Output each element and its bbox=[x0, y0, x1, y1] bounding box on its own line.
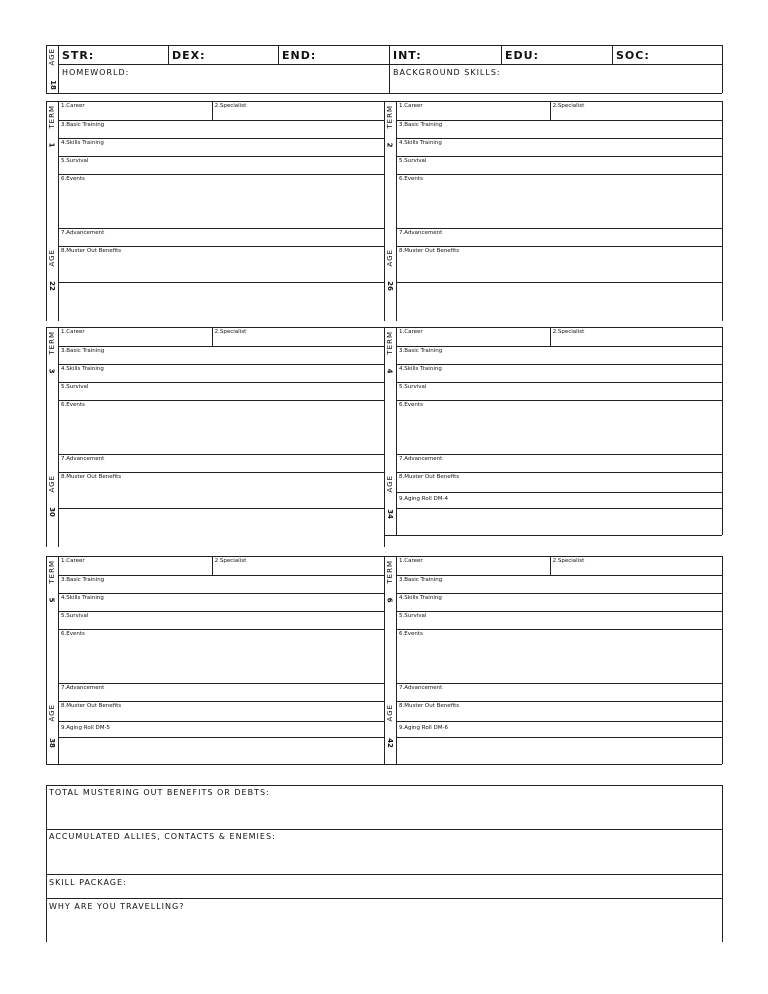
term-1-skills-training-field[interactable]: 4.Skills Training bbox=[61, 140, 104, 146]
stat-edu[interactable]: EDU: bbox=[505, 49, 539, 62]
term-5-age-value: 38 bbox=[47, 738, 56, 748]
term-6-age-value: 42 bbox=[385, 738, 394, 748]
allies-contacts-enemies-field[interactable]: ACCUMULATED ALLIES, CONTACTS & ENEMIES: bbox=[49, 832, 276, 841]
term-2-events-field[interactable]: 6.Events bbox=[399, 176, 423, 182]
stat-dex[interactable]: DEX: bbox=[172, 49, 206, 62]
stat-soc[interactable]: SOC: bbox=[616, 49, 650, 62]
term-6-age-label: AGE bbox=[386, 704, 394, 722]
term-6-basic-training-field[interactable]: 3.Basic Training bbox=[399, 577, 443, 583]
term-6-survival-field[interactable]: 5.Survival bbox=[399, 613, 427, 619]
term-3-survival-field[interactable]: 5.Survival bbox=[61, 384, 89, 390]
term-3-basic-training-field[interactable]: 3.Basic Training bbox=[61, 348, 105, 354]
term-1-career-field[interactable]: 1.Career bbox=[61, 103, 85, 109]
term-1-events-field[interactable]: 6.Events bbox=[61, 176, 85, 182]
term-1-label: TERM bbox=[48, 105, 56, 129]
term-5-skills-training-field[interactable]: 4.Skills Training bbox=[61, 595, 104, 601]
term-2-basic-training-field[interactable]: 3.Basic Training bbox=[399, 122, 443, 128]
term-5-age-label: AGE bbox=[48, 704, 56, 722]
term-3-age-label: AGE bbox=[48, 475, 56, 493]
age-value-header: 18 bbox=[48, 80, 57, 90]
term-5-muster-out-field[interactable]: 8.Muster Out Benefits bbox=[61, 703, 122, 709]
term-4-skills-training-field[interactable]: 4.Skills Training bbox=[399, 366, 442, 372]
term-6-label: TERM bbox=[386, 560, 394, 584]
total-benefits-field[interactable]: TOTAL MUSTERING OUT BENEFITS OR DEBTS: bbox=[49, 788, 270, 797]
term-4-muster-out-field[interactable]: 8.Muster Out Benefits bbox=[399, 474, 460, 480]
term-5-events-field[interactable]: 6.Events bbox=[61, 631, 85, 637]
term-6-career-field[interactable]: 1.Career bbox=[399, 558, 423, 564]
term-5-survival-field[interactable]: 5.Survival bbox=[61, 613, 89, 619]
term-1-survival-field[interactable]: 5.Survival bbox=[61, 158, 89, 164]
term-4-survival-field[interactable]: 5.Survival bbox=[399, 384, 427, 390]
term-2-advancement-field[interactable]: 7.Advancement bbox=[399, 230, 443, 236]
term-1-age-label: AGE bbox=[48, 249, 56, 267]
term-4-events-field[interactable]: 6.Events bbox=[399, 402, 423, 408]
term-2-label: TERM bbox=[386, 105, 394, 129]
homeworld-field[interactable]: HOMEWORLD: bbox=[62, 68, 130, 77]
term-5-number: 5 bbox=[47, 597, 56, 603]
term-3-advancement-field[interactable]: 7.Advancement bbox=[61, 456, 105, 462]
term-4-age-label: AGE bbox=[386, 475, 394, 493]
term-3-muster-out-field[interactable]: 8.Muster Out Benefits bbox=[61, 474, 122, 480]
term-5-specialist-field[interactable]: 2.Specialist bbox=[214, 558, 247, 564]
term-6-events-field[interactable]: 6.Events bbox=[399, 631, 423, 637]
term-1-advancement-field[interactable]: 7.Advancement bbox=[61, 230, 105, 236]
term-5-aging-roll-field[interactable]: 9.Aging Roll DM-5 bbox=[61, 725, 110, 731]
stat-end[interactable]: END: bbox=[282, 49, 317, 62]
term-1-age-value: 22 bbox=[47, 281, 56, 291]
term-4-advancement-field[interactable]: 7.Advancement bbox=[399, 456, 443, 462]
term-5-career-field[interactable]: 1.Career bbox=[61, 558, 85, 564]
term-4-aging-roll-field[interactable]: 9.Aging Roll DM-4 bbox=[399, 496, 448, 502]
term-5-advancement-field[interactable]: 7.Advancement bbox=[61, 685, 105, 691]
term-1-specialist-field[interactable]: 2.Specialist bbox=[214, 103, 247, 109]
term-6-aging-roll-field[interactable]: 9.Aging Roll DM-6 bbox=[399, 725, 448, 731]
term-3-career-field[interactable]: 1.Career bbox=[61, 329, 85, 335]
term-6-advancement-field[interactable]: 7.Advancement bbox=[399, 685, 443, 691]
term-6-number: 6 bbox=[385, 597, 394, 603]
term-4-basic-training-field[interactable]: 3.Basic Training bbox=[399, 348, 443, 354]
term-2-career-field[interactable]: 1.Career bbox=[399, 103, 423, 109]
term-4-label: TERM bbox=[386, 331, 394, 355]
term-3-label: TERM bbox=[48, 331, 56, 355]
term-4-number: 4 bbox=[385, 368, 394, 374]
term-6-muster-out-field[interactable]: 8.Muster Out Benefits bbox=[399, 703, 460, 709]
age-label-header: AGE bbox=[48, 48, 56, 66]
term-2-muster-out-field[interactable]: 8.Muster Out Benefits bbox=[399, 248, 460, 254]
term-1-basic-training-field[interactable]: 3.Basic Training bbox=[61, 122, 105, 128]
why-travelling-field[interactable]: WHY ARE YOU TRAVELLING? bbox=[49, 902, 185, 911]
background-skills-field[interactable]: BACKGROUND SKILLS: bbox=[393, 68, 501, 77]
term-3-events-field[interactable]: 6.Events bbox=[61, 402, 85, 408]
term-3-age-value: 30 bbox=[47, 507, 56, 517]
stat-int[interactable]: INT: bbox=[393, 49, 422, 62]
stat-str[interactable]: STR: bbox=[62, 49, 95, 62]
term-3-specialist-field[interactable]: 2.Specialist bbox=[214, 329, 247, 335]
term-1-number: 1 bbox=[47, 142, 56, 148]
term-5-label: TERM bbox=[48, 560, 56, 584]
term-6-skills-training-field[interactable]: 4.Skills Training bbox=[399, 595, 442, 601]
term-5-basic-training-field[interactable]: 3.Basic Training bbox=[61, 577, 105, 583]
term-1-muster-out-field[interactable]: 8.Muster Out Benefits bbox=[61, 248, 122, 254]
term-4-age-value: 34 bbox=[385, 509, 394, 519]
term-4-specialist-field[interactable]: 2.Specialist bbox=[552, 329, 585, 335]
term-2-age-label: AGE bbox=[386, 249, 394, 267]
skill-package-field[interactable]: SKILL PACKAGE: bbox=[49, 878, 127, 887]
term-4-career-field[interactable]: 1.Career bbox=[399, 329, 423, 335]
term-3-number: 3 bbox=[47, 368, 56, 374]
term-2-number: 2 bbox=[385, 142, 394, 148]
term-6-specialist-field[interactable]: 2.Specialist bbox=[552, 558, 585, 564]
term-2-specialist-field[interactable]: 2.Specialist bbox=[552, 103, 585, 109]
term-2-survival-field[interactable]: 5.Survival bbox=[399, 158, 427, 164]
term-2-skills-training-field[interactable]: 4.Skills Training bbox=[399, 140, 442, 146]
term-3-skills-training-field[interactable]: 4.Skills Training bbox=[61, 366, 104, 372]
term-2-age-value: 26 bbox=[385, 281, 394, 291]
